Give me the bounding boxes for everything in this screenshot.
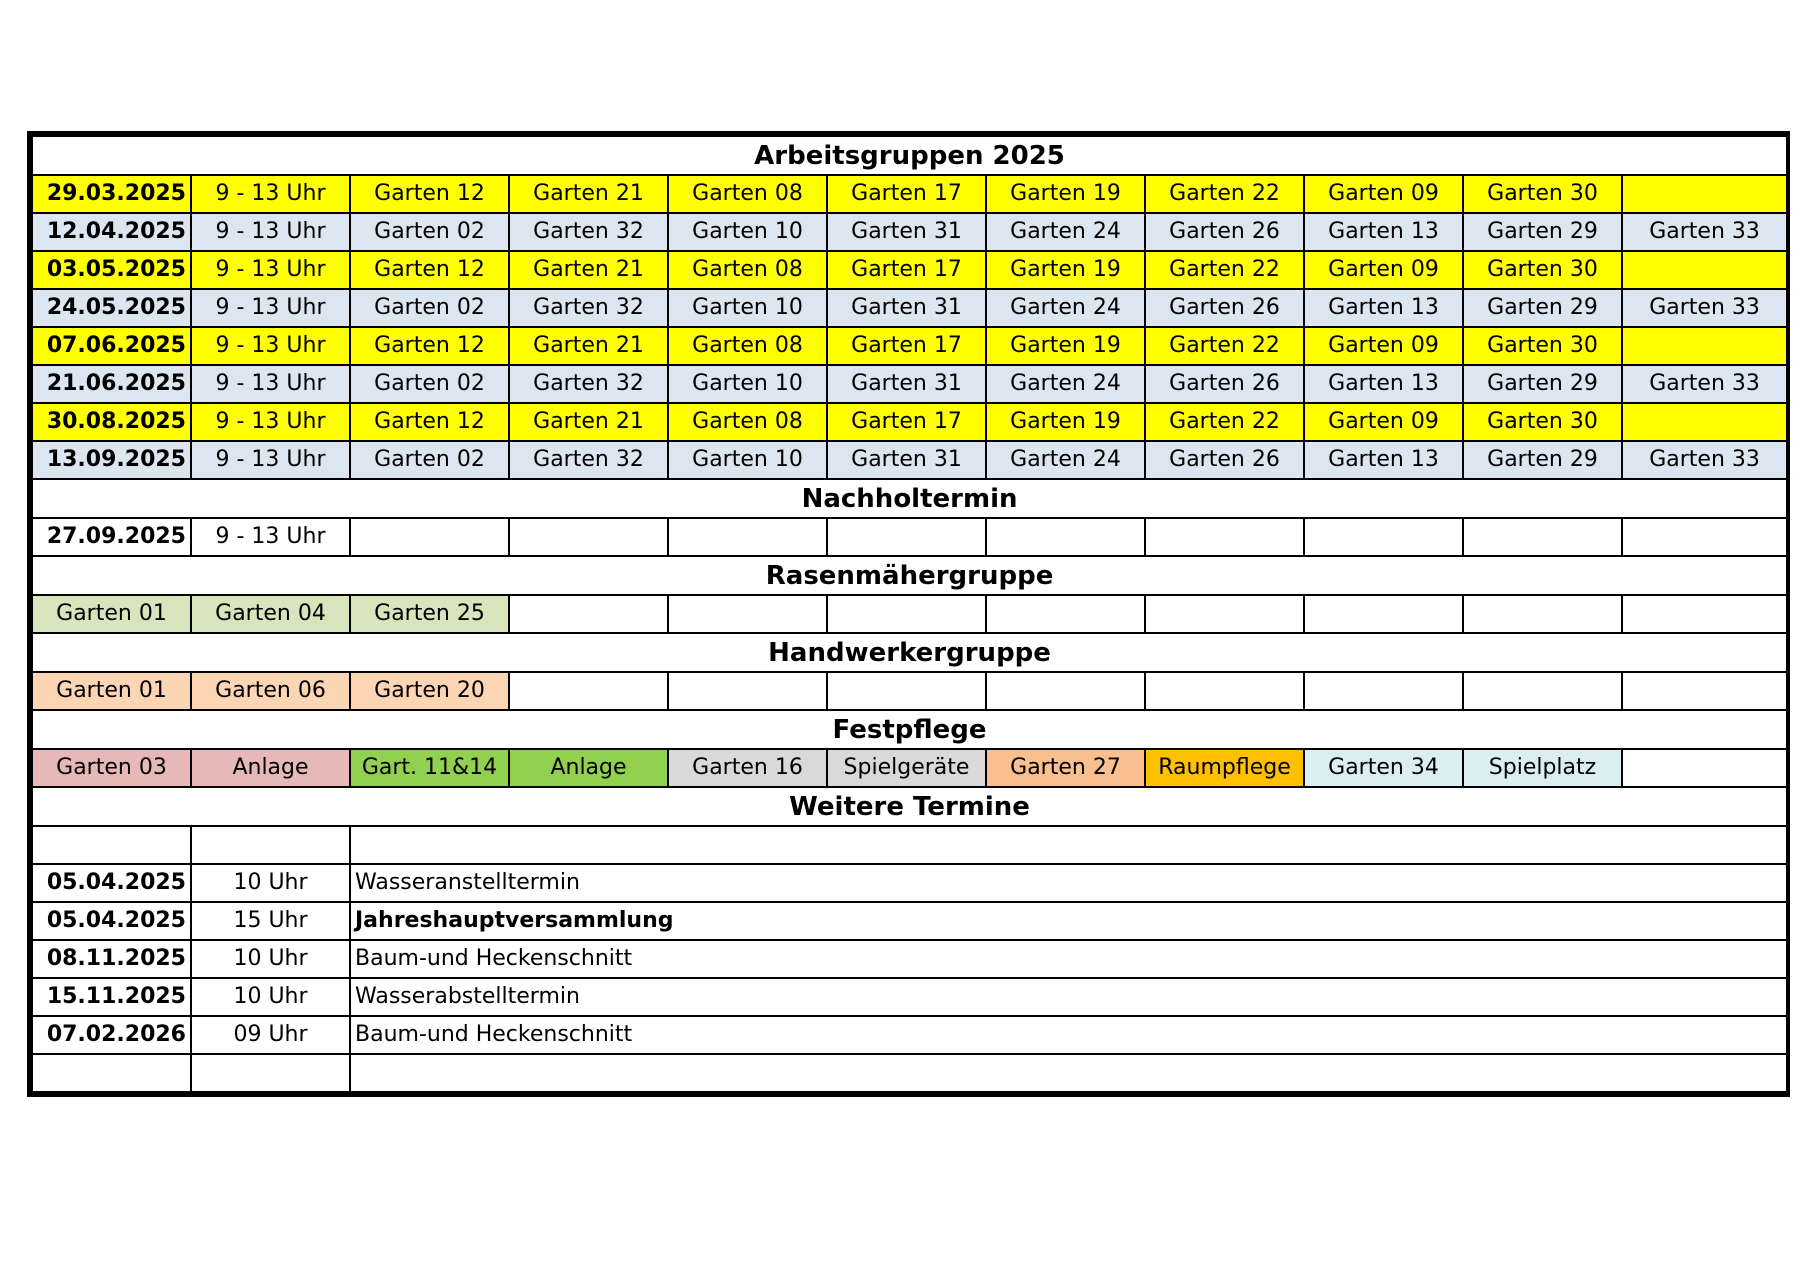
empty-cell	[509, 518, 668, 556]
empty-cell	[986, 672, 1145, 710]
work-garden: Garten 29	[1463, 365, 1622, 403]
festpflege-cell: Anlage	[509, 749, 668, 787]
work-garden: Garten 08	[668, 251, 827, 289]
empty-cell	[1622, 749, 1787, 787]
work-garden: Garten 33	[1622, 441, 1787, 479]
work-garden: Garten 12	[350, 175, 509, 213]
festpflege-cell: Garten 34	[1304, 749, 1463, 787]
empty-cell	[1622, 518, 1787, 556]
festpflege-cell: Raumpflege	[1145, 749, 1304, 787]
work-garden: Garten 21	[509, 403, 668, 441]
weitere-blank-row	[32, 826, 1787, 864]
work-garden: Garten 24	[986, 289, 1145, 327]
festpflege-heading: Festpflege	[32, 710, 1787, 749]
work-time: 9 - 13 Uhr	[191, 175, 350, 213]
rasen-garden: Garten 04	[191, 595, 350, 633]
work-date: 03.05.2025	[32, 251, 191, 289]
work-garden	[1622, 175, 1787, 213]
work-time: 9 - 13 Uhr	[191, 441, 350, 479]
rasen-garden: Garten 01	[32, 595, 191, 633]
rasen-row	[32, 595, 1787, 633]
festpflege-cell: Spielgeräte	[827, 749, 986, 787]
work-row	[32, 251, 1787, 289]
festpflege-cell: Gart. 11&14	[350, 749, 509, 787]
festpflege-cell: Anlage	[191, 749, 350, 787]
work-row	[32, 441, 1787, 479]
event-date: 07.02.2026	[32, 1016, 191, 1054]
work-garden: Garten 26	[1145, 213, 1304, 251]
work-garden: Garten 13	[1304, 365, 1463, 403]
work-garden: Garten 31	[827, 213, 986, 251]
event-name: Jahreshauptversammlung	[350, 902, 1787, 940]
empty-cell	[1463, 595, 1622, 633]
work-garden: Garten 19	[986, 251, 1145, 289]
empty-cell	[1304, 518, 1463, 556]
work-garden: Garten 19	[986, 403, 1145, 441]
work-garden: Garten 21	[509, 251, 668, 289]
empty-cell	[1463, 672, 1622, 710]
work-garden: Garten 22	[1145, 175, 1304, 213]
work-time: 9 - 13 Uhr	[191, 251, 350, 289]
work-garden: Garten 21	[509, 327, 668, 365]
work-date: 12.04.2025	[32, 213, 191, 251]
empty-cell	[1145, 672, 1304, 710]
work-garden: Garten 19	[986, 327, 1145, 365]
event-date: 08.11.2025	[32, 940, 191, 978]
festpflege-row	[32, 749, 1787, 787]
rasen-heading: Rasenmähergruppe	[32, 556, 1787, 595]
event-time: 10 Uhr	[191, 978, 350, 1016]
handwerker-garden: Garten 20	[350, 672, 509, 710]
empty-cell	[827, 672, 986, 710]
work-row	[32, 213, 1787, 251]
nachhol-heading-row	[32, 479, 1787, 518]
work-garden: Garten 29	[1463, 441, 1622, 479]
empty-cell	[350, 826, 1787, 864]
nachhol-date: 27.09.2025	[32, 518, 191, 556]
empty-cell	[1463, 518, 1622, 556]
empty-cell	[1145, 518, 1304, 556]
work-garden: Garten 08	[668, 327, 827, 365]
empty-cell	[827, 595, 986, 633]
weitere-heading-row	[32, 787, 1787, 826]
festpflege-heading-row	[32, 710, 1787, 749]
event-time: 09 Uhr	[191, 1016, 350, 1054]
work-garden: Garten 10	[668, 289, 827, 327]
work-date: 29.03.2025	[32, 175, 191, 213]
work-garden: Garten 09	[1304, 251, 1463, 289]
event-row	[32, 978, 1787, 1016]
work-garden: Garten 09	[1304, 327, 1463, 365]
handwerker-heading-row	[32, 633, 1787, 672]
work-row	[32, 175, 1787, 213]
handwerker-garden: Garten 01	[32, 672, 191, 710]
work-garden: Garten 24	[986, 213, 1145, 251]
event-row	[32, 1016, 1787, 1054]
handwerker-heading: Handwerkergruppe	[32, 633, 1787, 672]
work-garden: Garten 08	[668, 175, 827, 213]
work-garden: Garten 26	[1145, 441, 1304, 479]
work-row	[32, 365, 1787, 403]
event-time: 10 Uhr	[191, 864, 350, 902]
empty-cell	[350, 1054, 1787, 1092]
festpflege-cell: Spielplatz	[1463, 749, 1622, 787]
work-garden: Garten 17	[827, 251, 986, 289]
handwerker-row	[32, 672, 1787, 710]
work-garden: Garten 33	[1622, 365, 1787, 403]
empty-cell	[1622, 672, 1787, 710]
empty-cell	[509, 595, 668, 633]
nachhol-row	[32, 518, 1787, 556]
work-garden: Garten 22	[1145, 327, 1304, 365]
event-date: 05.04.2025	[32, 902, 191, 940]
work-row	[32, 289, 1787, 327]
work-garden: Garten 09	[1304, 175, 1463, 213]
schedule-table	[31, 135, 1788, 1093]
work-time: 9 - 13 Uhr	[191, 289, 350, 327]
work-garden: Garten 13	[1304, 441, 1463, 479]
work-garden: Garten 33	[1622, 213, 1787, 251]
empty-cell	[668, 518, 827, 556]
work-garden: Garten 17	[827, 175, 986, 213]
empty-cell	[191, 1054, 350, 1092]
work-garden	[1622, 251, 1787, 289]
empty-cell	[350, 518, 509, 556]
event-row	[32, 864, 1787, 902]
work-garden: Garten 21	[509, 175, 668, 213]
work-garden: Garten 17	[827, 327, 986, 365]
work-date: 13.09.2025	[32, 441, 191, 479]
work-date: 30.08.2025	[32, 403, 191, 441]
work-garden: Garten 32	[509, 213, 668, 251]
event-name: Baum-und Heckenschnitt	[350, 1016, 1787, 1054]
work-garden: Garten 10	[668, 213, 827, 251]
work-garden: Garten 32	[509, 365, 668, 403]
weitere-blank-row	[32, 1054, 1787, 1092]
work-time: 9 - 13 Uhr	[191, 403, 350, 441]
event-date: 15.11.2025	[32, 978, 191, 1016]
work-garden: Garten 26	[1145, 289, 1304, 327]
work-garden	[1622, 403, 1787, 441]
work-garden: Garten 24	[986, 441, 1145, 479]
work-date: 07.06.2025	[32, 327, 191, 365]
event-date: 05.04.2025	[32, 864, 191, 902]
event-name: Baum-und Heckenschnitt	[350, 940, 1787, 978]
work-garden: Garten 29	[1463, 213, 1622, 251]
empty-cell	[1304, 595, 1463, 633]
work-garden: Garten 29	[1463, 289, 1622, 327]
work-garden: Garten 30	[1463, 327, 1622, 365]
work-garden: Garten 30	[1463, 175, 1622, 213]
work-garden	[1622, 327, 1787, 365]
event-row	[32, 940, 1787, 978]
nachhol-time: 9 - 13 Uhr	[191, 518, 350, 556]
work-garden: Garten 22	[1145, 251, 1304, 289]
empty-cell	[986, 518, 1145, 556]
work-garden: Garten 02	[350, 365, 509, 403]
work-garden: Garten 13	[1304, 213, 1463, 251]
empty-cell	[827, 518, 986, 556]
work-garden: Garten 32	[509, 441, 668, 479]
festpflege-cell: Garten 03	[32, 749, 191, 787]
weitere-heading: Weitere Termine	[32, 787, 1787, 826]
work-date: 24.05.2025	[32, 289, 191, 327]
empty-cell	[509, 672, 668, 710]
rasen-heading-row	[32, 556, 1787, 595]
schedule-sheet	[27, 131, 1790, 1097]
title-heading: Arbeitsgruppen 2025	[32, 136, 1787, 175]
empty-cell	[1304, 672, 1463, 710]
work-garden: Garten 30	[1463, 403, 1622, 441]
work-garden: Garten 12	[350, 251, 509, 289]
event-name: Wasserabstelltermin	[350, 978, 1787, 1016]
work-garden: Garten 10	[668, 441, 827, 479]
empty-cell	[1145, 595, 1304, 633]
empty-cell	[986, 595, 1145, 633]
work-garden: Garten 31	[827, 365, 986, 403]
event-time: 15 Uhr	[191, 902, 350, 940]
handwerker-garden: Garten 06	[191, 672, 350, 710]
festpflege-cell: Garten 16	[668, 749, 827, 787]
event-row	[32, 902, 1787, 940]
nachhol-heading: Nachholtermin	[32, 479, 1787, 518]
work-garden: Garten 12	[350, 403, 509, 441]
work-garden: Garten 33	[1622, 289, 1787, 327]
empty-cell	[668, 672, 827, 710]
work-garden: Garten 12	[350, 327, 509, 365]
empty-cell	[191, 826, 350, 864]
empty-cell	[1622, 595, 1787, 633]
empty-cell	[668, 595, 827, 633]
work-garden: Garten 02	[350, 289, 509, 327]
work-time: 9 - 13 Uhr	[191, 213, 350, 251]
work-garden: Garten 32	[509, 289, 668, 327]
work-garden: Garten 26	[1145, 365, 1304, 403]
work-garden: Garten 02	[350, 441, 509, 479]
work-garden: Garten 10	[668, 365, 827, 403]
work-garden: Garten 22	[1145, 403, 1304, 441]
work-garden: Garten 09	[1304, 403, 1463, 441]
work-garden: Garten 17	[827, 403, 986, 441]
work-garden: Garten 24	[986, 365, 1145, 403]
work-garden: Garten 19	[986, 175, 1145, 213]
empty-cell	[32, 1054, 191, 1092]
work-garden: Garten 30	[1463, 251, 1622, 289]
work-garden: Garten 02	[350, 213, 509, 251]
work-time: 9 - 13 Uhr	[191, 327, 350, 365]
event-time: 10 Uhr	[191, 940, 350, 978]
event-name: Wasseranstelltermin	[350, 864, 1787, 902]
rasen-garden: Garten 25	[350, 595, 509, 633]
work-garden: Garten 31	[827, 441, 986, 479]
festpflege-cell: Garten 27	[986, 749, 1145, 787]
work-garden: Garten 08	[668, 403, 827, 441]
work-date: 21.06.2025	[32, 365, 191, 403]
work-row	[32, 327, 1787, 365]
empty-cell	[32, 826, 191, 864]
work-time: 9 - 13 Uhr	[191, 365, 350, 403]
work-row	[32, 403, 1787, 441]
work-garden: Garten 13	[1304, 289, 1463, 327]
work-garden: Garten 31	[827, 289, 986, 327]
